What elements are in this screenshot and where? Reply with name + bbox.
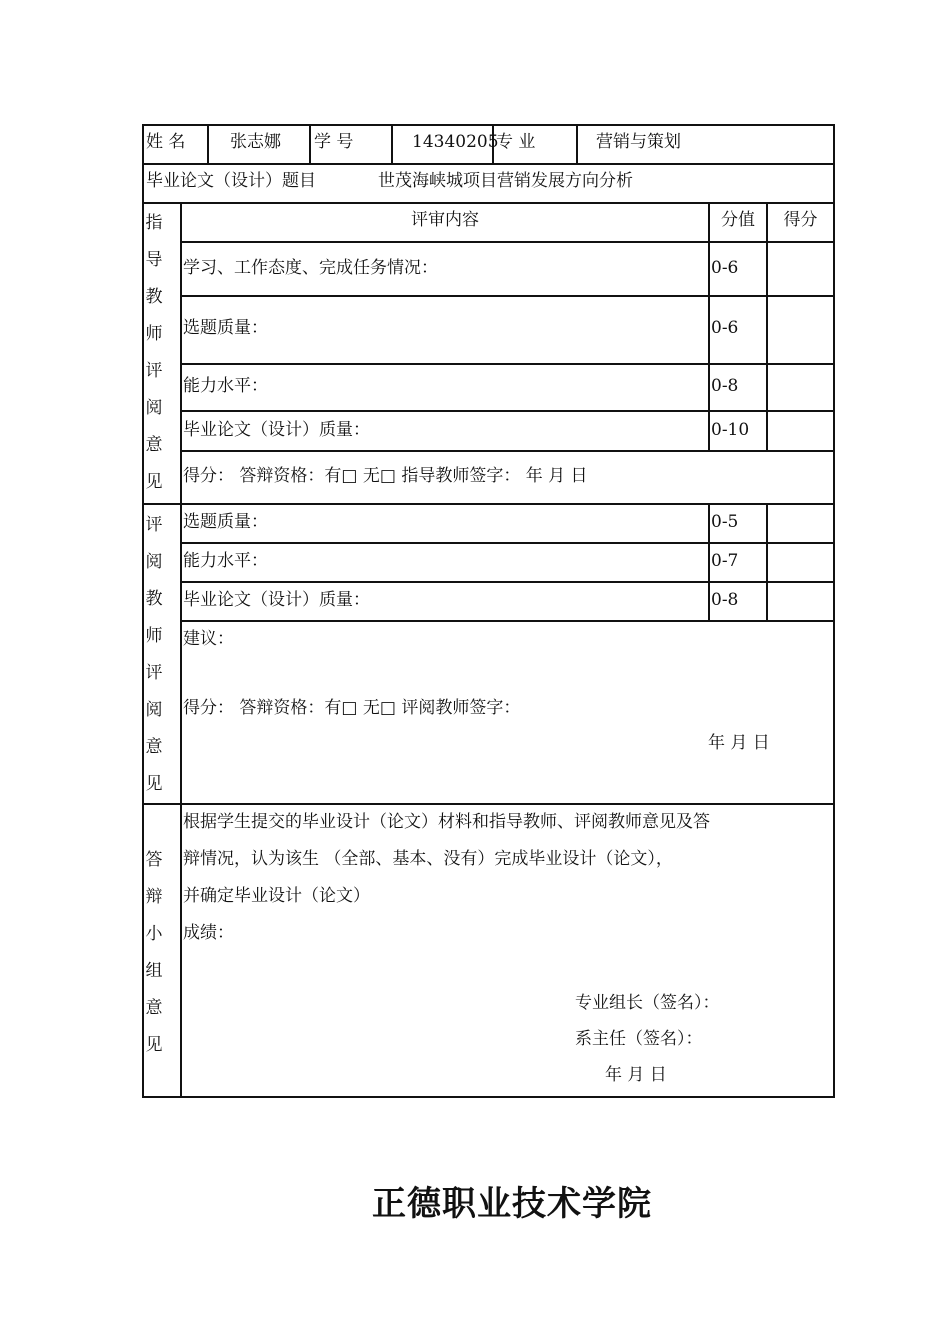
topic-value: 世茂海峡城项目营销发展方向分析 [378, 171, 633, 191]
major-leader-signature: 专业组长（签名）： [575, 993, 720, 1013]
name-label: 姓 名 [146, 132, 186, 152]
reviewer-row-item: 毕业论文（设计）质量： [183, 590, 370, 610]
reviewer-side-label: 评 阅 教 师 评 阅 意 见 [145, 515, 163, 794]
advisor-row-item: 学习、工作态度、完成任务情况： [183, 258, 438, 278]
advisor-row-item: 能力水平： [183, 376, 268, 396]
advisor-row-range: 0-6 [711, 258, 739, 278]
advisor-row-range: 0-6 [711, 318, 739, 338]
advisor-summary: 得分： 答辩资格：有□ 无□ 指导教师签字： 年 月 日 [183, 466, 588, 486]
advisor-row-range: 0-8 [711, 376, 739, 396]
table-border-bottom [142, 1096, 835, 1098]
reviewer-row-range: 0-7 [711, 551, 739, 571]
column-header-content: 评审内容 [411, 210, 479, 230]
table-border-right [833, 124, 835, 1098]
advisor-row-item: 选题质量： [183, 318, 268, 338]
reviewer-row-range: 0-8 [711, 590, 739, 610]
advisor-row-range: 0-10 [711, 420, 750, 440]
name-value: 张志娜 [230, 132, 281, 152]
defense-paragraph-line: 根据学生提交的毕业设计（论文）材料和指导教师、评阅教师意见及答 [183, 812, 710, 832]
student-id-label: 学 号 [314, 132, 354, 152]
advisor-row-item: 毕业论文（设计）质量： [183, 420, 370, 440]
reviewer-row-item: 选题质量： [183, 512, 268, 532]
column-header-range: 分值 [721, 210, 755, 230]
institution-name: 正德职业技术学院 [372, 1184, 652, 1224]
defense-date: 年 月 日 [605, 1065, 667, 1085]
defense-paragraph-line: 并确定毕业设计（论文） [183, 886, 370, 906]
reviewer-suggestion-label: 建议： [183, 629, 234, 649]
defense-side-label: 答 辩 小 组 意 见 [145, 850, 163, 1055]
department-head-signature: 系主任（签名）： [575, 1029, 703, 1049]
table-border-top [142, 124, 835, 126]
advisor-side-label: 指 导 教 师 评 阅 意 见 [145, 213, 163, 492]
reviewer-row-range: 0-5 [711, 512, 739, 532]
reviewer-row-item: 能力水平： [183, 551, 268, 571]
column-header-score: 得分 [783, 210, 818, 230]
reviewer-summary: 得分： 答辩资格：有□ 无□ 评阅教师签字： [183, 698, 521, 718]
major-label: 专 业 [496, 132, 536, 152]
student-id-value: 14340205 [412, 132, 499, 152]
major-value: 营销与策划 [596, 132, 681, 152]
defense-paragraph-line: 辩情况，认为该生 （全部、基本、没有）完成毕业设计（论文）， [183, 849, 673, 869]
defense-grade-label: 成绩： [183, 923, 234, 943]
topic-label: 毕业论文（设计）题目 [146, 171, 316, 191]
reviewer-date: 年 月 日 [708, 733, 770, 753]
